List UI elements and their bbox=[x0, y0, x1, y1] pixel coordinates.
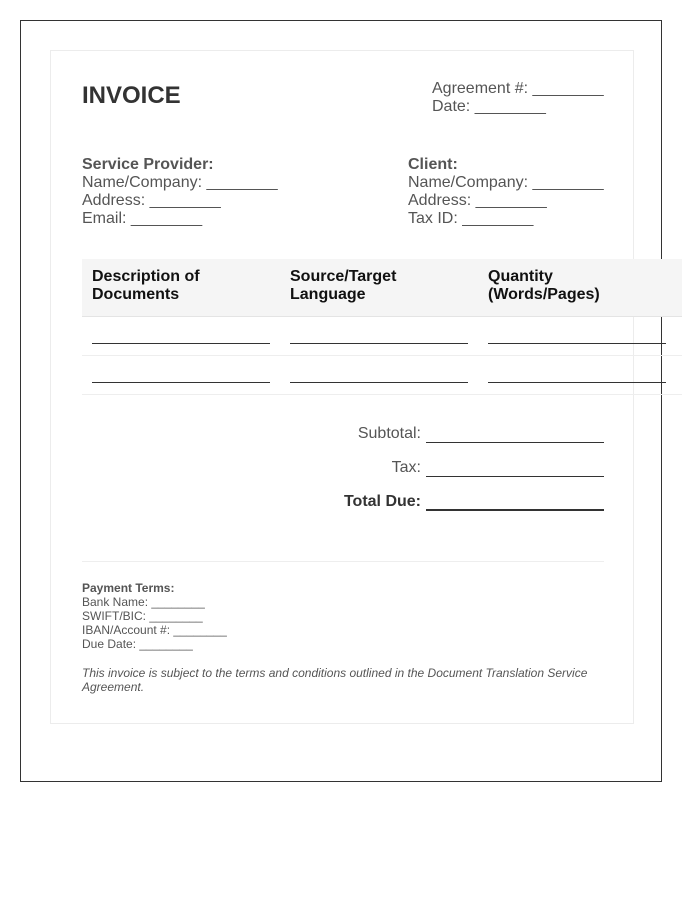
document-page bbox=[20, 20, 662, 782]
agreement-number-field: Agreement #: ________ bbox=[432, 80, 604, 97]
date-field: Date: ________ bbox=[432, 98, 546, 115]
description-blank-line bbox=[92, 382, 270, 383]
payment-terms-heading: Payment Terms: bbox=[82, 581, 175, 595]
items-table bbox=[82, 259, 682, 395]
header-quantity: Quantity (Words/Pages) bbox=[488, 268, 600, 303]
quantity-blank-line bbox=[488, 382, 666, 383]
language-blank-line bbox=[290, 343, 468, 344]
table-row bbox=[82, 317, 682, 356]
table-header bbox=[82, 259, 682, 317]
invoice-meta bbox=[432, 80, 604, 116]
client-name-company-field: Name/Company: ________ bbox=[408, 174, 604, 191]
swift-bic-field: SWIFT/BIC: ________ bbox=[82, 609, 203, 623]
subtotal-label: Subtotal: bbox=[357, 425, 421, 442]
provider-name-company-field: Name/Company: ________ bbox=[82, 174, 278, 191]
iban-account-field: IBAN/Account #: ________ bbox=[82, 623, 227, 637]
tax-blank-line bbox=[426, 476, 604, 477]
header-source-target-language: Source/Target Language bbox=[290, 268, 397, 303]
description-blank-line bbox=[92, 343, 270, 344]
invoice-card bbox=[50, 50, 634, 724]
bank-name-field: Bank Name: ________ bbox=[82, 595, 205, 609]
payment-terms-block bbox=[82, 581, 227, 651]
invoice-title: INVOICE bbox=[82, 82, 181, 109]
client-block bbox=[408, 156, 604, 228]
header-description: Description of Documents bbox=[92, 268, 200, 303]
total-due-blank-line bbox=[426, 509, 604, 511]
terms-note: This invoice is subject to the terms and conditions outlined in the Document Translation Service Agreement. bbox=[82, 666, 588, 694]
subtotal-blank-line bbox=[426, 442, 604, 443]
client-address-field: Address: ________ bbox=[408, 192, 547, 209]
total-due-label: Total Due: bbox=[343, 493, 421, 510]
section-divider bbox=[82, 561, 604, 562]
service-provider-heading: Service Provider: bbox=[82, 156, 214, 173]
client-tax-id-field: Tax ID: ________ bbox=[408, 210, 534, 227]
quantity-blank-line bbox=[488, 343, 666, 344]
table-row bbox=[82, 356, 682, 395]
due-date-field: Due Date: ________ bbox=[82, 637, 193, 651]
client-heading: Client: bbox=[408, 156, 458, 173]
language-blank-line bbox=[290, 382, 468, 383]
service-provider-block bbox=[82, 156, 278, 228]
provider-address-field: Address: ________ bbox=[82, 192, 221, 209]
tax-label: Tax: bbox=[391, 459, 421, 476]
provider-email-field: Email: ________ bbox=[82, 210, 203, 227]
